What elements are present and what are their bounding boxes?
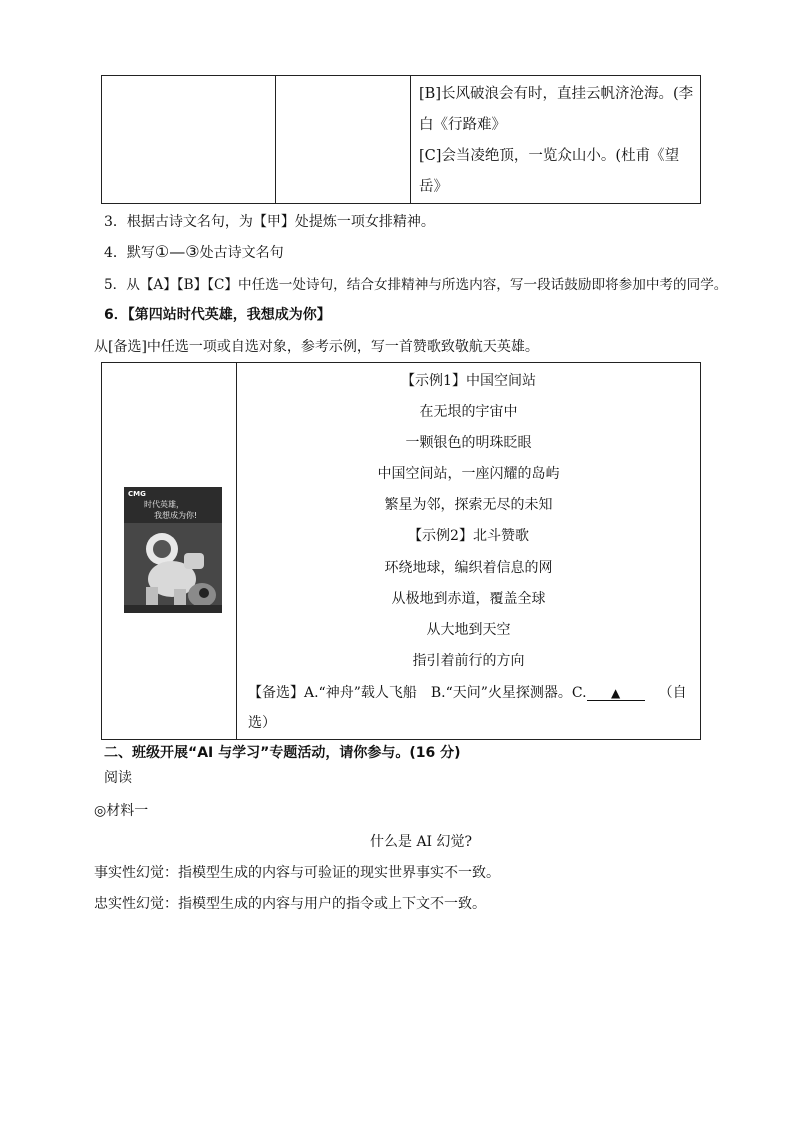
poster-caption-line: 时代英雄， (144, 500, 184, 509)
question-5: 5．从【A】【B】【C】中任选一处诗句，结合女排精神与所选内容，写一段话鼓励即将参加中考的同学。 (104, 277, 728, 293)
example-line: 一颗银色的明珠眨眼 (405, 435, 532, 451)
table-cell-line: 白《行路难》 (419, 117, 506, 133)
question-6-instruction: 从[备选]中任选一项或自选对象，参考示例，写一首赞歌致敬航天英雄。 (94, 339, 539, 355)
question-4 (104, 242, 284, 262)
example-1-title: 【示例1】中国空间站 (401, 373, 536, 389)
options-line (248, 682, 687, 702)
example-line: 从极地到赤道，覆盖全球 (391, 591, 546, 607)
poster-caption-line: 我想成为你! (154, 511, 198, 520)
table-cell-line: 岳》 (419, 179, 448, 195)
options-text: 【备选】A.“神舟”载人飞船 B.“天问”火星探测器。C. (248, 685, 587, 701)
question-6: 6．【第四站时代英雄，我想成为你】 (104, 307, 331, 323)
answer-blank[interactable] (587, 686, 645, 701)
poster-logo: CMG (128, 490, 146, 498)
example-2-title: 【示例2】北斗赞歌 (408, 528, 529, 544)
options-line-2: 选） (248, 715, 276, 731)
example-line: 指引着前行的方向 (412, 653, 525, 669)
read-label: 阅读 (104, 770, 132, 786)
example-line: 中国空间站，一座闪耀的岛屿 (377, 466, 560, 482)
example-line: 环绕地球，编织着信息的网 (384, 560, 553, 576)
section-2-heading: 二、班级开展“AI 与学习”专题活动，请你参与。(16 分) (104, 745, 461, 761)
example-line: 在无垠的宇宙中 (419, 404, 518, 420)
material-1-label: ◎材料一 (94, 803, 149, 819)
factual-hallucination: 事实性幻觉：指模型生成的内容与可验证的现实世界事实不一致。 (94, 865, 500, 881)
faithful-hallucination: 忠实性幻觉：指模型生成的内容与用户的指令或上下文不一致。 (94, 896, 486, 912)
material-1-title: 什么是 AI 幻觉? (370, 834, 473, 850)
options-end: （自 (658, 685, 687, 701)
question-3: 3．根据古诗文名句，为【甲】处提炼一项女排精神。 (104, 214, 435, 230)
table-cell-line: [C]会当凌绝顶，一览众山小。(杜甫《望 (419, 148, 680, 164)
table-cell-line: [B]长风破浪会有时，直挂云帆济沧海。(李 (419, 86, 694, 102)
triangle-icon: ▲ (610, 686, 621, 700)
question-4-prefix: 4．默写 (104, 245, 155, 261)
example-line: 繁星为邻，探索无尽的未知 (384, 497, 553, 513)
poster-image (124, 487, 222, 613)
question-4-suffix: 处古诗文名句 (199, 245, 284, 261)
example-line: 从大地到天空 (426, 622, 511, 638)
question-4-marks: ①—③ (154, 242, 200, 261)
poster-caption (144, 499, 216, 521)
